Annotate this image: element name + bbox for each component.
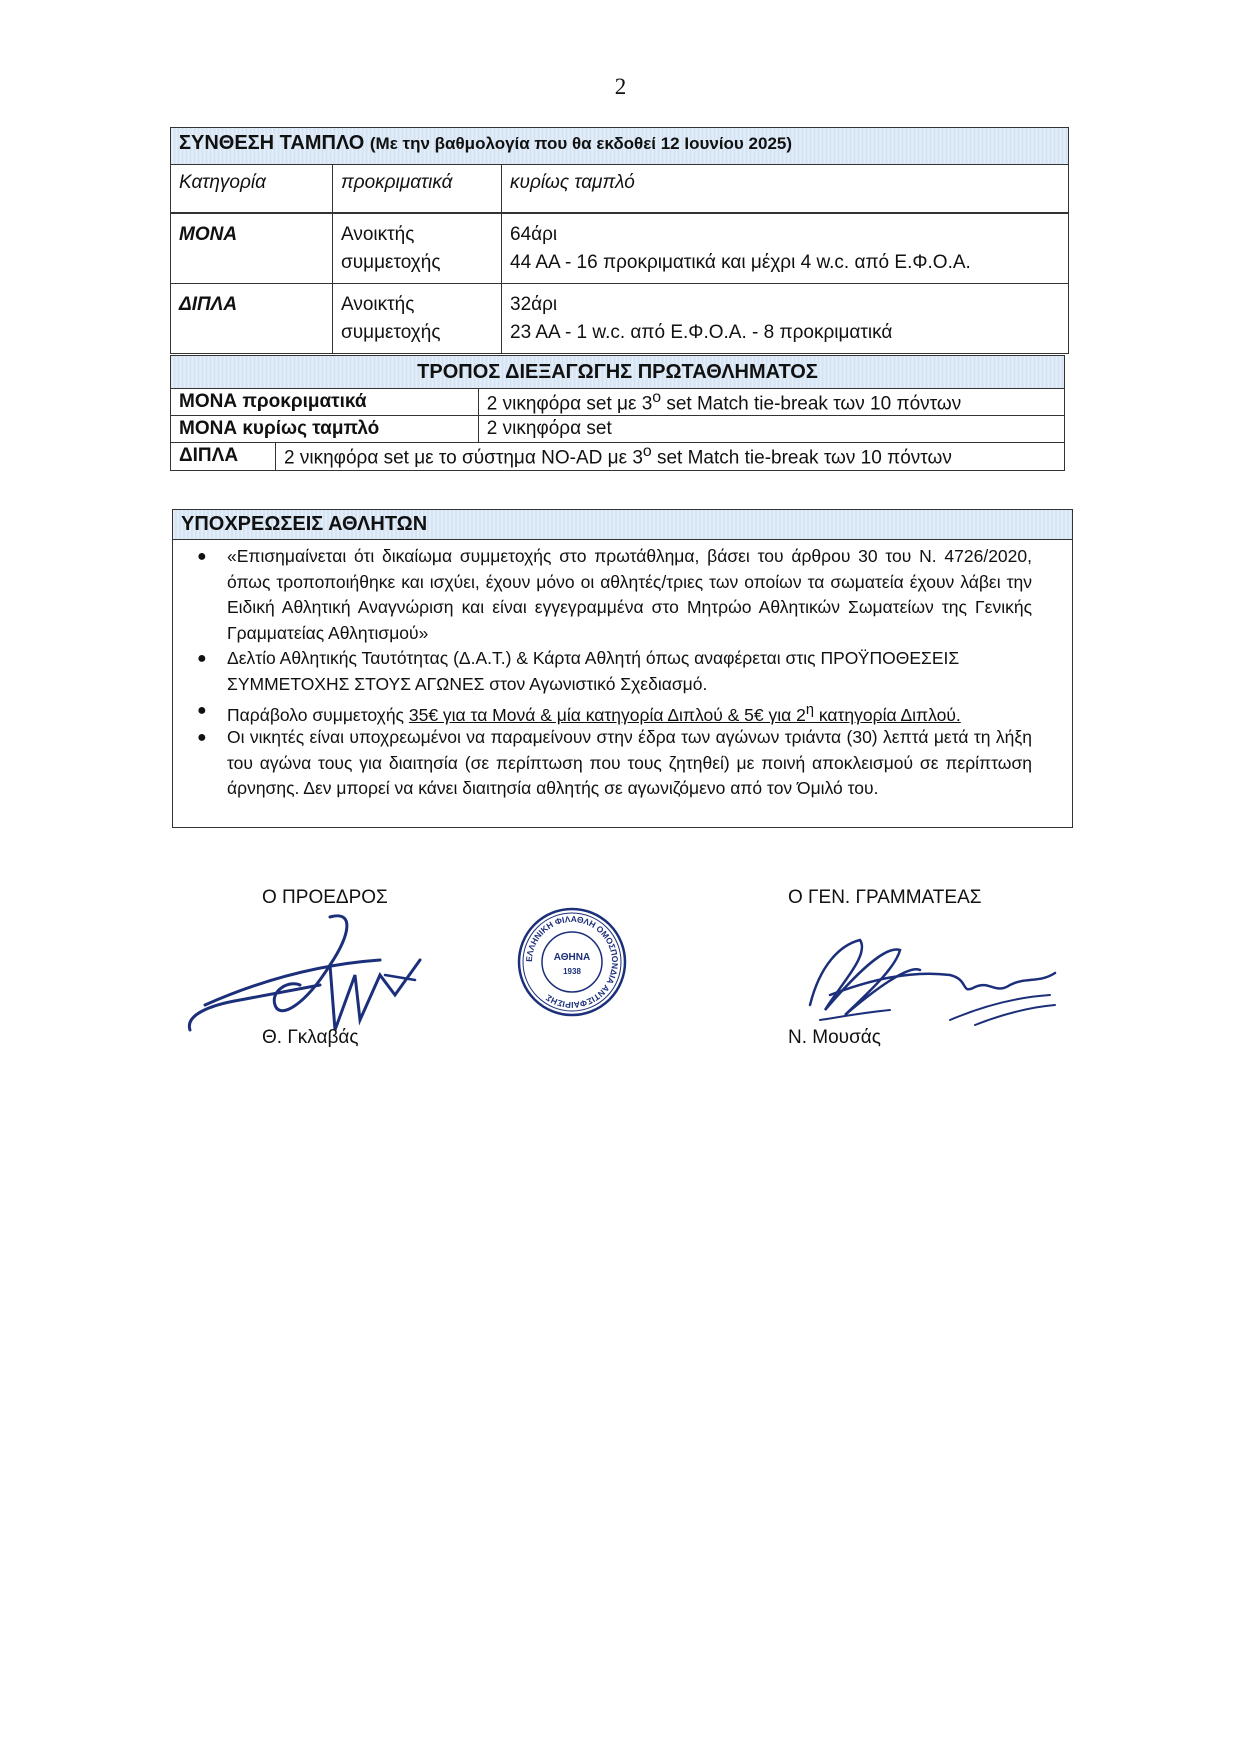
secretary-name: Ν. Μουσάς xyxy=(788,1027,881,1048)
list-item xyxy=(197,698,1032,728)
bullet-icon: ● xyxy=(197,650,207,667)
row-qualifying xyxy=(333,284,502,354)
conduct-value-sup: ο xyxy=(652,389,662,406)
row-main-draw xyxy=(502,284,1069,354)
table-row xyxy=(171,416,1065,443)
header-main-draw: κυρίως ταμπλό xyxy=(502,165,1069,214)
stamp-city: ΑΘΗΝΑ xyxy=(553,952,591,963)
qual-line: Ανοικτής xyxy=(341,294,415,315)
conduct-value-text: 2 νικηφόρα set με 3 xyxy=(486,393,653,415)
composition-title: ΣΥΝΘΕΣΗ ΤΑΜΠΛΟ xyxy=(179,132,365,154)
stamp-ring-text: ΕΛΛΗΝΙΚΗ ΦΙΛΑΘΛΗ ΟΜΟΣΠΟΝΔΙΑ ΑΝΤΙΣΦΑΙΡΙΣΗΣ xyxy=(523,913,621,1011)
list-item xyxy=(197,544,1032,646)
conduct-label: ΔΙΠΛΑ xyxy=(171,443,276,470)
president-title: Ο ΠΡΟΕΔΡΟΣ xyxy=(262,887,388,908)
table-row xyxy=(171,389,1065,416)
main-line: 32άρι xyxy=(510,294,558,315)
qual-line: συμμετοχής xyxy=(341,252,441,273)
obligation-text: Παράβολο συμμετοχής xyxy=(227,704,409,725)
list-item xyxy=(197,646,1032,697)
bullet-icon: ● xyxy=(197,702,207,719)
main-line: 23 ΑΑ - 1 w.c. από Ε.Φ.Ο.Α. - 8 προκριματικά xyxy=(510,322,893,343)
obligation-text: Οι νικητές είναι υποχρεωμένοι να παραμείνουν στην έδρα των αγώνων τριάντα (30) λεπτά μετά τη λήξη του αγώνα τους για διαιτησία (σε περίπτωση που τους ζητηθεί) με ποινή αποκλεισμού σε περίπτωση άρνησης. Δεν μπορεί να κάνει διαιτησία αθλητής σε αγωνιζόμενο από τον Όμιλό του. xyxy=(227,727,1032,798)
conduct-label: ΜΟΝΑ προκριματικά xyxy=(171,389,479,416)
header-qualifying: προκριματικά xyxy=(333,165,502,214)
row-category: ΔΙΠΛΑ xyxy=(171,284,333,354)
conduct-table xyxy=(170,355,1065,471)
draw-composition-table xyxy=(170,127,1069,354)
secretary-title: Ο ΓΕΝ. ΓΡΑΜΜΑΤΕΑΣ xyxy=(788,887,982,908)
fee-text-part: 35€ για τα Μονά & μία κατηγορία Διπλού & 5€ για 2 xyxy=(408,704,806,725)
main-line: 64άρι xyxy=(510,224,558,245)
composition-title-cell xyxy=(171,128,1069,165)
header-category: Κατηγορία xyxy=(171,165,333,214)
table-row xyxy=(171,213,1069,284)
page-number: 2 xyxy=(614,74,627,99)
federation-stamp xyxy=(516,906,628,1018)
fee-text xyxy=(408,702,961,725)
fee-text-part: κατηγορία Διπλού. xyxy=(813,704,961,725)
qual-line: Ανοικτής xyxy=(341,224,415,245)
conduct-value-text: 2 νικηφόρα set xyxy=(486,418,612,440)
conduct-value-text: set Match tie-break των 10 πόντων xyxy=(651,447,952,469)
bullet-icon: ● xyxy=(197,548,207,565)
conduct-label: ΜΟΝΑ κυρίως ταμπλό xyxy=(171,416,479,443)
conduct-value xyxy=(478,389,1064,416)
row-main-draw xyxy=(502,213,1069,284)
president-signature xyxy=(180,905,460,1045)
secretary-signature xyxy=(800,925,1070,1035)
main-line: 44 ΑΑ - 16 προκριματικά και μέχρι 4 w.c. από Ε.Φ.Ο.Α. xyxy=(510,252,971,273)
stamp-year: 1938 xyxy=(563,967,581,976)
conduct-value xyxy=(276,443,1065,470)
conduct-value-text: 2 νικηφόρα set με το σύστημα NO-AD με 3 xyxy=(284,447,643,469)
conduct-value-sup: ο xyxy=(642,443,652,461)
conduct-value xyxy=(478,416,1064,443)
row-qualifying xyxy=(333,213,502,284)
composition-title-note: (Με την βαθμολογία που θα εκδοθεί 12 Ιουνίου 2025) xyxy=(369,134,793,153)
row-category: ΜΟΝΑ xyxy=(171,213,333,284)
fee-text-sup: η xyxy=(805,702,814,718)
conduct-value-text: set Match tie-break των 10 πόντων xyxy=(661,393,962,415)
table-row xyxy=(171,443,1065,470)
president-name: Θ. Γκλαβάς xyxy=(262,1027,359,1048)
qual-line: συμμετοχής xyxy=(341,322,441,343)
conduct-title: ΤΡΟΠΟΣ ΔΙΕΞΑΓΩΓΗΣ ΠΡΩΤΑΘΛΗΜΑΤΟΣ xyxy=(171,356,1065,389)
obligations-title: ΥΠΟΧΡΕΩΣΕΙΣ ΑΘΛΗΤΩΝ xyxy=(173,510,1072,540)
table-row xyxy=(171,284,1069,354)
obligation-text: «Επισημαίνεται ότι δικαίωμα συμμετοχής στο πρωτάθλημα, βάσει του άρθρου 30 του Ν. 4726/2020, όπως τροποποιήθηκε και ισχύει, έχουν μόνο οι αθλητές/τριες των οποίων τα σωματεία έχουν λάβει την Ειδική Αθλητική Αναγνώριση και είναι εγγεγραμμένα στο Μητρώο Αθλητικών Σωματείων της Γενικής Γραμματείας Αθλητισμού» xyxy=(227,546,1032,643)
bullet-icon: ● xyxy=(197,729,207,746)
obligations-box xyxy=(172,509,1073,828)
list-item xyxy=(197,725,1032,802)
obligation-text: Δελτίο Αθλητικής Ταυτότητας (Δ.Α.Τ.) & Κάρτα Αθλητή όπως αναφέρεται στις ΠΡΟΫΠΟΘΕΣΕΙΣ ΣΥΜΜΕΤΟΧΗΣ ΣΤΟΥΣ ΑΓΩΝΕΣ στον Αγωνιστικό Σχεδιασμό. xyxy=(227,648,960,694)
